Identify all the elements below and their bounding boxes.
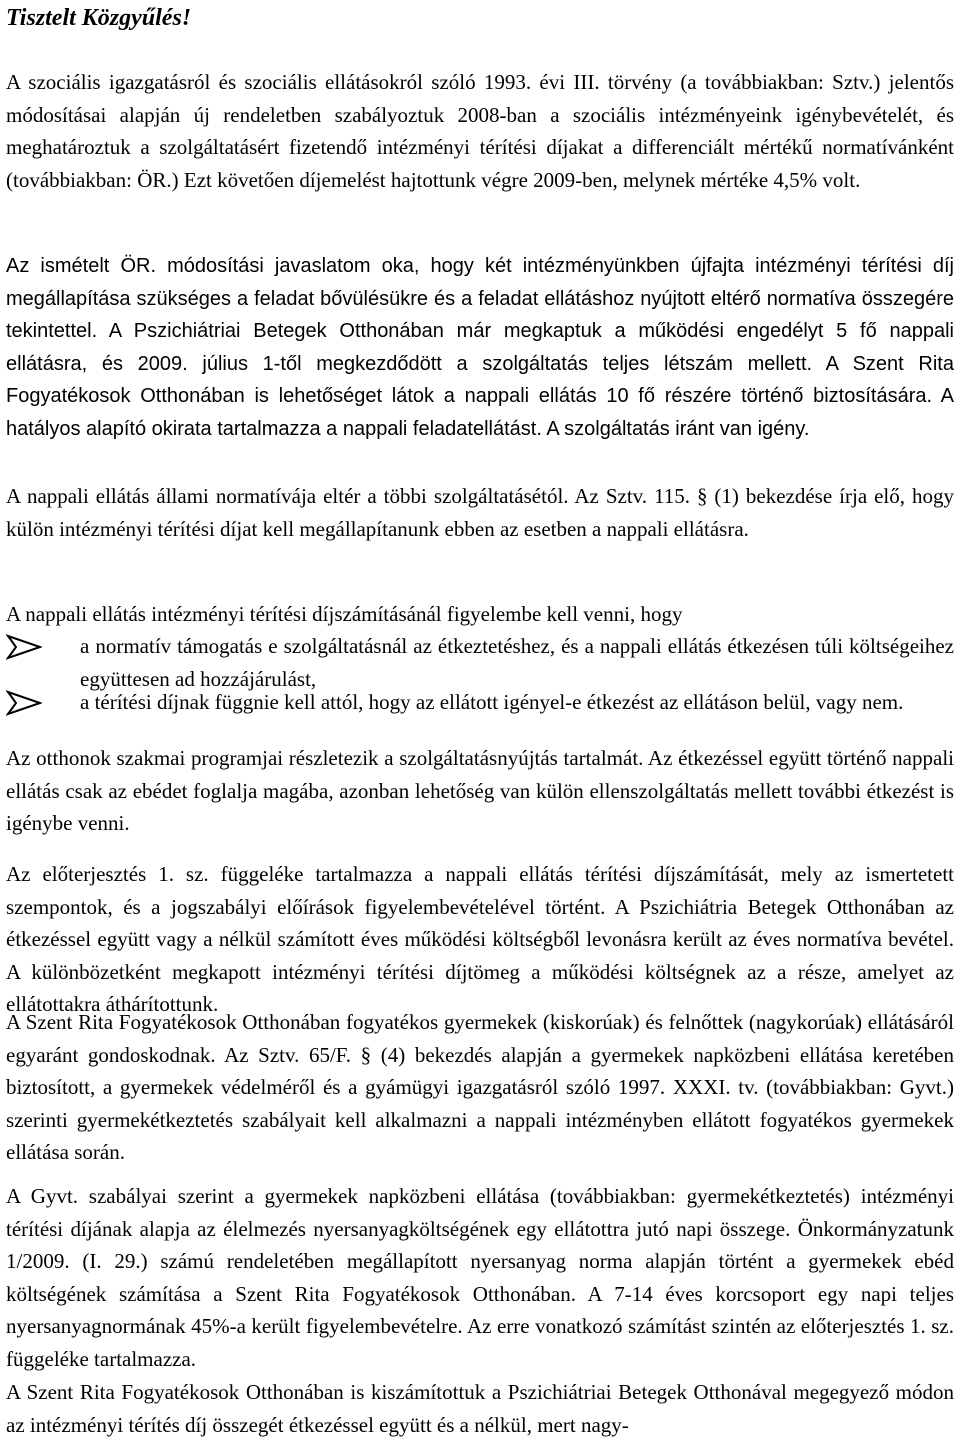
paragraph-closing: A Szent Rita Fogyatékosok Otthonában is kiszámítottuk a Pszichiátriai Betegek Otthonával megegyező módon az intézményi térítés díj összegét étkezéssel együtt és a nélkül, mert nagy- xyxy=(6,1380,954,1437)
paragraph-appendix: Az előterjesztés 1. sz. függeléke tartalmazza a nappali ellátás térítési díjszámítását, mely az ismertetett szempontok, és a jogszabályi előírások figyelembevételével történt. A Pszichiátria Betegek Otthonában az étkezéssel együtt vagy a nélkül számított éves működési költségből levonásra került az éves normatíva bevétel. A különbözetként megkapott intézményi térítési díjtömeg a működési költségnek az a része, amelyet az ellátottakra áthárítottunk. xyxy=(6,862,954,1017)
paragraph-gyvt: A Gyvt. szabályai szerint a gyermekek napközbeni ellátása (továbbiakban: gyermekétkeztetés) intézményi térítési díjának alapja az élelmezés nyersanyagköltségének egy ellátottra jutó napi összege. Önkormányzatunk 1/2009. (I. 29.) számú rendeletében megállapított nyersanyag norma alapján történt a gyermekek ebéd költségének számítása a Szent Rita Fogyatékosok Otthonában. A 7-14 éves korcsoport egy napi teljes nyersanyagnormának 45%-a került figyelembevételre. Az erre vonatkozó számítást szintén az előterjesztés 1. sz. függeléke tartalmazza. xyxy=(6,1184,954,1371)
page-title: Tisztelt Közgyűlés! xyxy=(6,5,192,31)
paragraph-normative: A nappali ellátás állami normatívája eltér a többi szolgáltatásétól. Az Sztv. 115. § (1) bekezdése írja elő, hogy külön intézményi térítési díjat kell megállapítanunk ebben az esetben a nappali ellátásra. xyxy=(6,484,954,541)
paragraph-programs: Az otthonok szakmai programjai részletezik a szolgáltatásnyújtás tartalmát. Az étkezéssel együtt történő nappali ellátás csak az ebédet foglalja magába, azonban lehetőség van külön ellenszolgáltatás mellett további étkezést is igénybe venni. xyxy=(6,746,954,836)
paragraph-fee-calculation-intro: A nappali ellátás intézményi térítési díjszámításánál figyelembe kell venni, hogy xyxy=(6,602,683,626)
paragraph-intro: A szociális igazgatásról és szociális ellátásokról szóló 1993. évi III. törvény (a továbbiakban: Sztv.) jelentős módosításai alapján új rendeletben szabályoztuk 2008-ban a szociális intézményeink igénybevételét, és meghatároztuk a szolgáltatásért fizetendő intézményi térítési díjakat a differenciált mértékű normatívánként (továbbiakban: ÖR.) Ezt követően díjemelést hajtottunk végre 2009-ben, melynek mértéke 4,5% volt. xyxy=(6,70,954,192)
list-item-text: a térítési díjnak függnie kell attól, hogy az ellátott igényel-e étkezést az ellátáson belül, vagy nem. xyxy=(80,690,904,714)
paragraph-szent-rita: A Szent Rita Fogyatékosok Otthonában fogyatékos gyermekek (kiskorúak) és felnőttek (nagykorúak) ellátásáról egyaránt gondoskodnak. Az Sztv. 65/F. § (4) bekezdés alapján a gyermekek napközbeni ellátása keretében biztosított, a gyermekek védelméről és a gyámügyi igazgatásról szóló 1997. XXXI. tv. (továbbiakban: Gyvt.) szerinti gyermekétkeztetés szabályait kell alkalmazni a nappali intézményben ellátott fogyatékos gyermekek ellátása során. xyxy=(6,1010,954,1165)
arrowhead-bullet-icon xyxy=(6,634,42,660)
arrowhead-bullet-icon xyxy=(6,690,42,716)
list-item-text: a normatív támogatás e szolgáltatásnál az étkeztetéshez, és a nappali ellátás étkezésen túli költségeihez együttesen ad hozzájárulást, xyxy=(80,634,954,691)
paragraph-amendment: Az ismételt ÖR. módosítási javaslatom oka, hogy két intézményünkben újfajta intézményi térítési díj megállapítása szükséges a feladat bővülésükre és a feladat ellátáshoz nyújtott eltérő normatíva összegére tekintettel. A Pszichiátriai Betegek Otthonában már megkaptuk a működési engedélyt 5 fő nappali ellátásra, és 2009. július 1-től megkezdődött a szolgáltatás teljes létszám mellett. A Szent Rita Fogyatékosok Otthonában is lehetőséget látok a nappali ellátás 10 fő részére történő biztosítására. A hatályos alapító okirata tartalmazza a nappali feladatellátást. A szolgáltatás iránt van igény. xyxy=(6,255,954,440)
